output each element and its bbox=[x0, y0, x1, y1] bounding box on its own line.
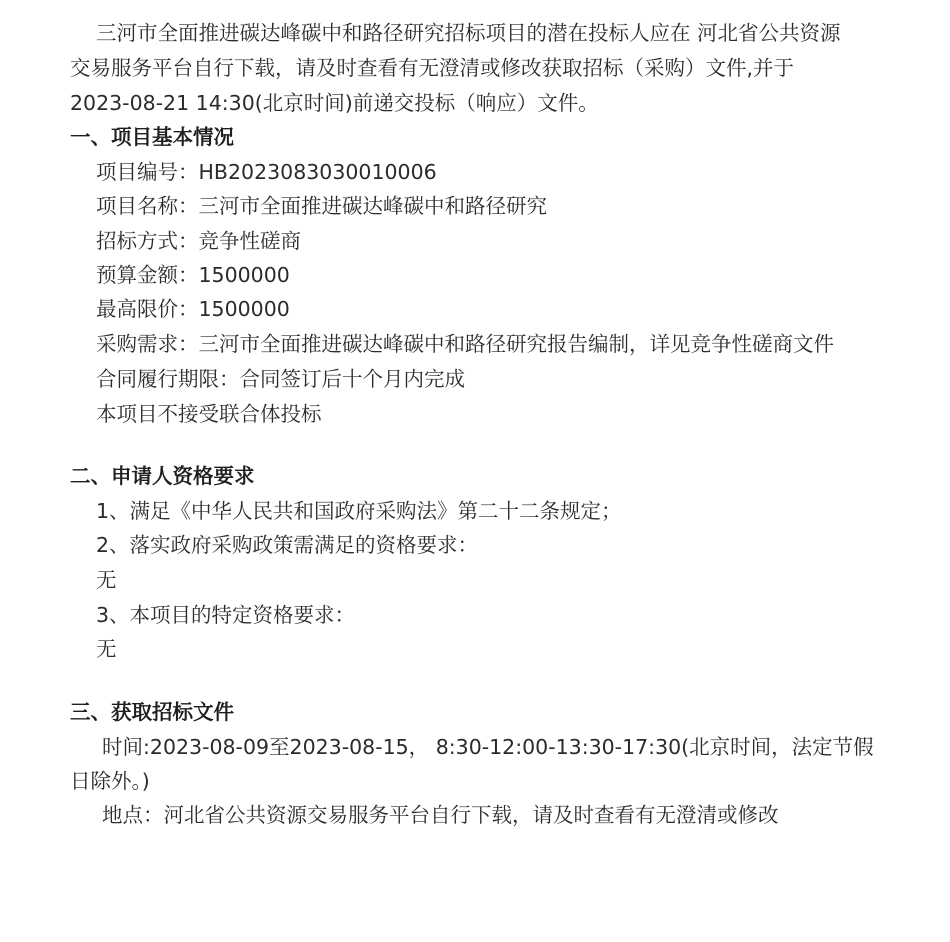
acquisition-place: 地点：河北省公共资源交易服务平台自行下载，请及时查看有无澄清或修改 bbox=[102, 803, 779, 827]
section-2-heading: 二、申请人资格要求 bbox=[70, 464, 255, 488]
acquisition-time-line-2: 日除外。) bbox=[70, 769, 150, 793]
intro-line-2: 交易服务平台自行下载，请及时查看有无澄清或修改获取招标（采购）文件,并于 bbox=[70, 56, 795, 80]
consortium-note: 本项目不接受联合体投标 bbox=[96, 402, 322, 426]
qualification-item-2: 2、落实政府采购政策需满足的资格要求： bbox=[96, 533, 479, 557]
budget-amount: 预算金额：1500000 bbox=[96, 263, 290, 287]
intro-line-1: 三河市全面推进碳达峰碳中和路径研究招标项目的潜在投标人应在 河北省公共资源 bbox=[96, 21, 841, 45]
qualification-item-3-value: 无 bbox=[96, 637, 117, 661]
bidding-method: 招标方式：竞争性磋商 bbox=[96, 229, 301, 253]
qualification-item-3: 3、本项目的特定资格要求： bbox=[96, 603, 356, 627]
project-number: 项目编号：HB2023083030010006 bbox=[96, 160, 437, 184]
project-name: 项目名称：三河市全面推进碳达峰碳中和路径研究 bbox=[96, 194, 547, 218]
section-3-heading: 三、获取招标文件 bbox=[70, 700, 234, 724]
section-1-heading: 一、项目基本情况 bbox=[70, 125, 234, 149]
contract-term: 合同履行期限：合同签订后十个月内完成 bbox=[96, 367, 465, 391]
intro-line-3: 2023-08-21 14:30(北京时间)前递交投标（响应）文件。 bbox=[70, 91, 599, 115]
acquisition-time-line-1: 时间:2023-08-09至2023-08-15， 8:30-12:00-13:30-17:30(北京时间，法定节假 bbox=[102, 735, 874, 759]
max-price: 最高限价：1500000 bbox=[96, 297, 290, 321]
procurement-requirement: 采购需求：三河市全面推进碳达峰碳中和路径研究报告编制，详见竞争性磋商文件 bbox=[96, 332, 834, 356]
qualification-item-2-value: 无 bbox=[96, 568, 117, 592]
qualification-item-1: 1、满足《中华人民共和国政府采购法》第二十二条规定； bbox=[96, 499, 622, 523]
